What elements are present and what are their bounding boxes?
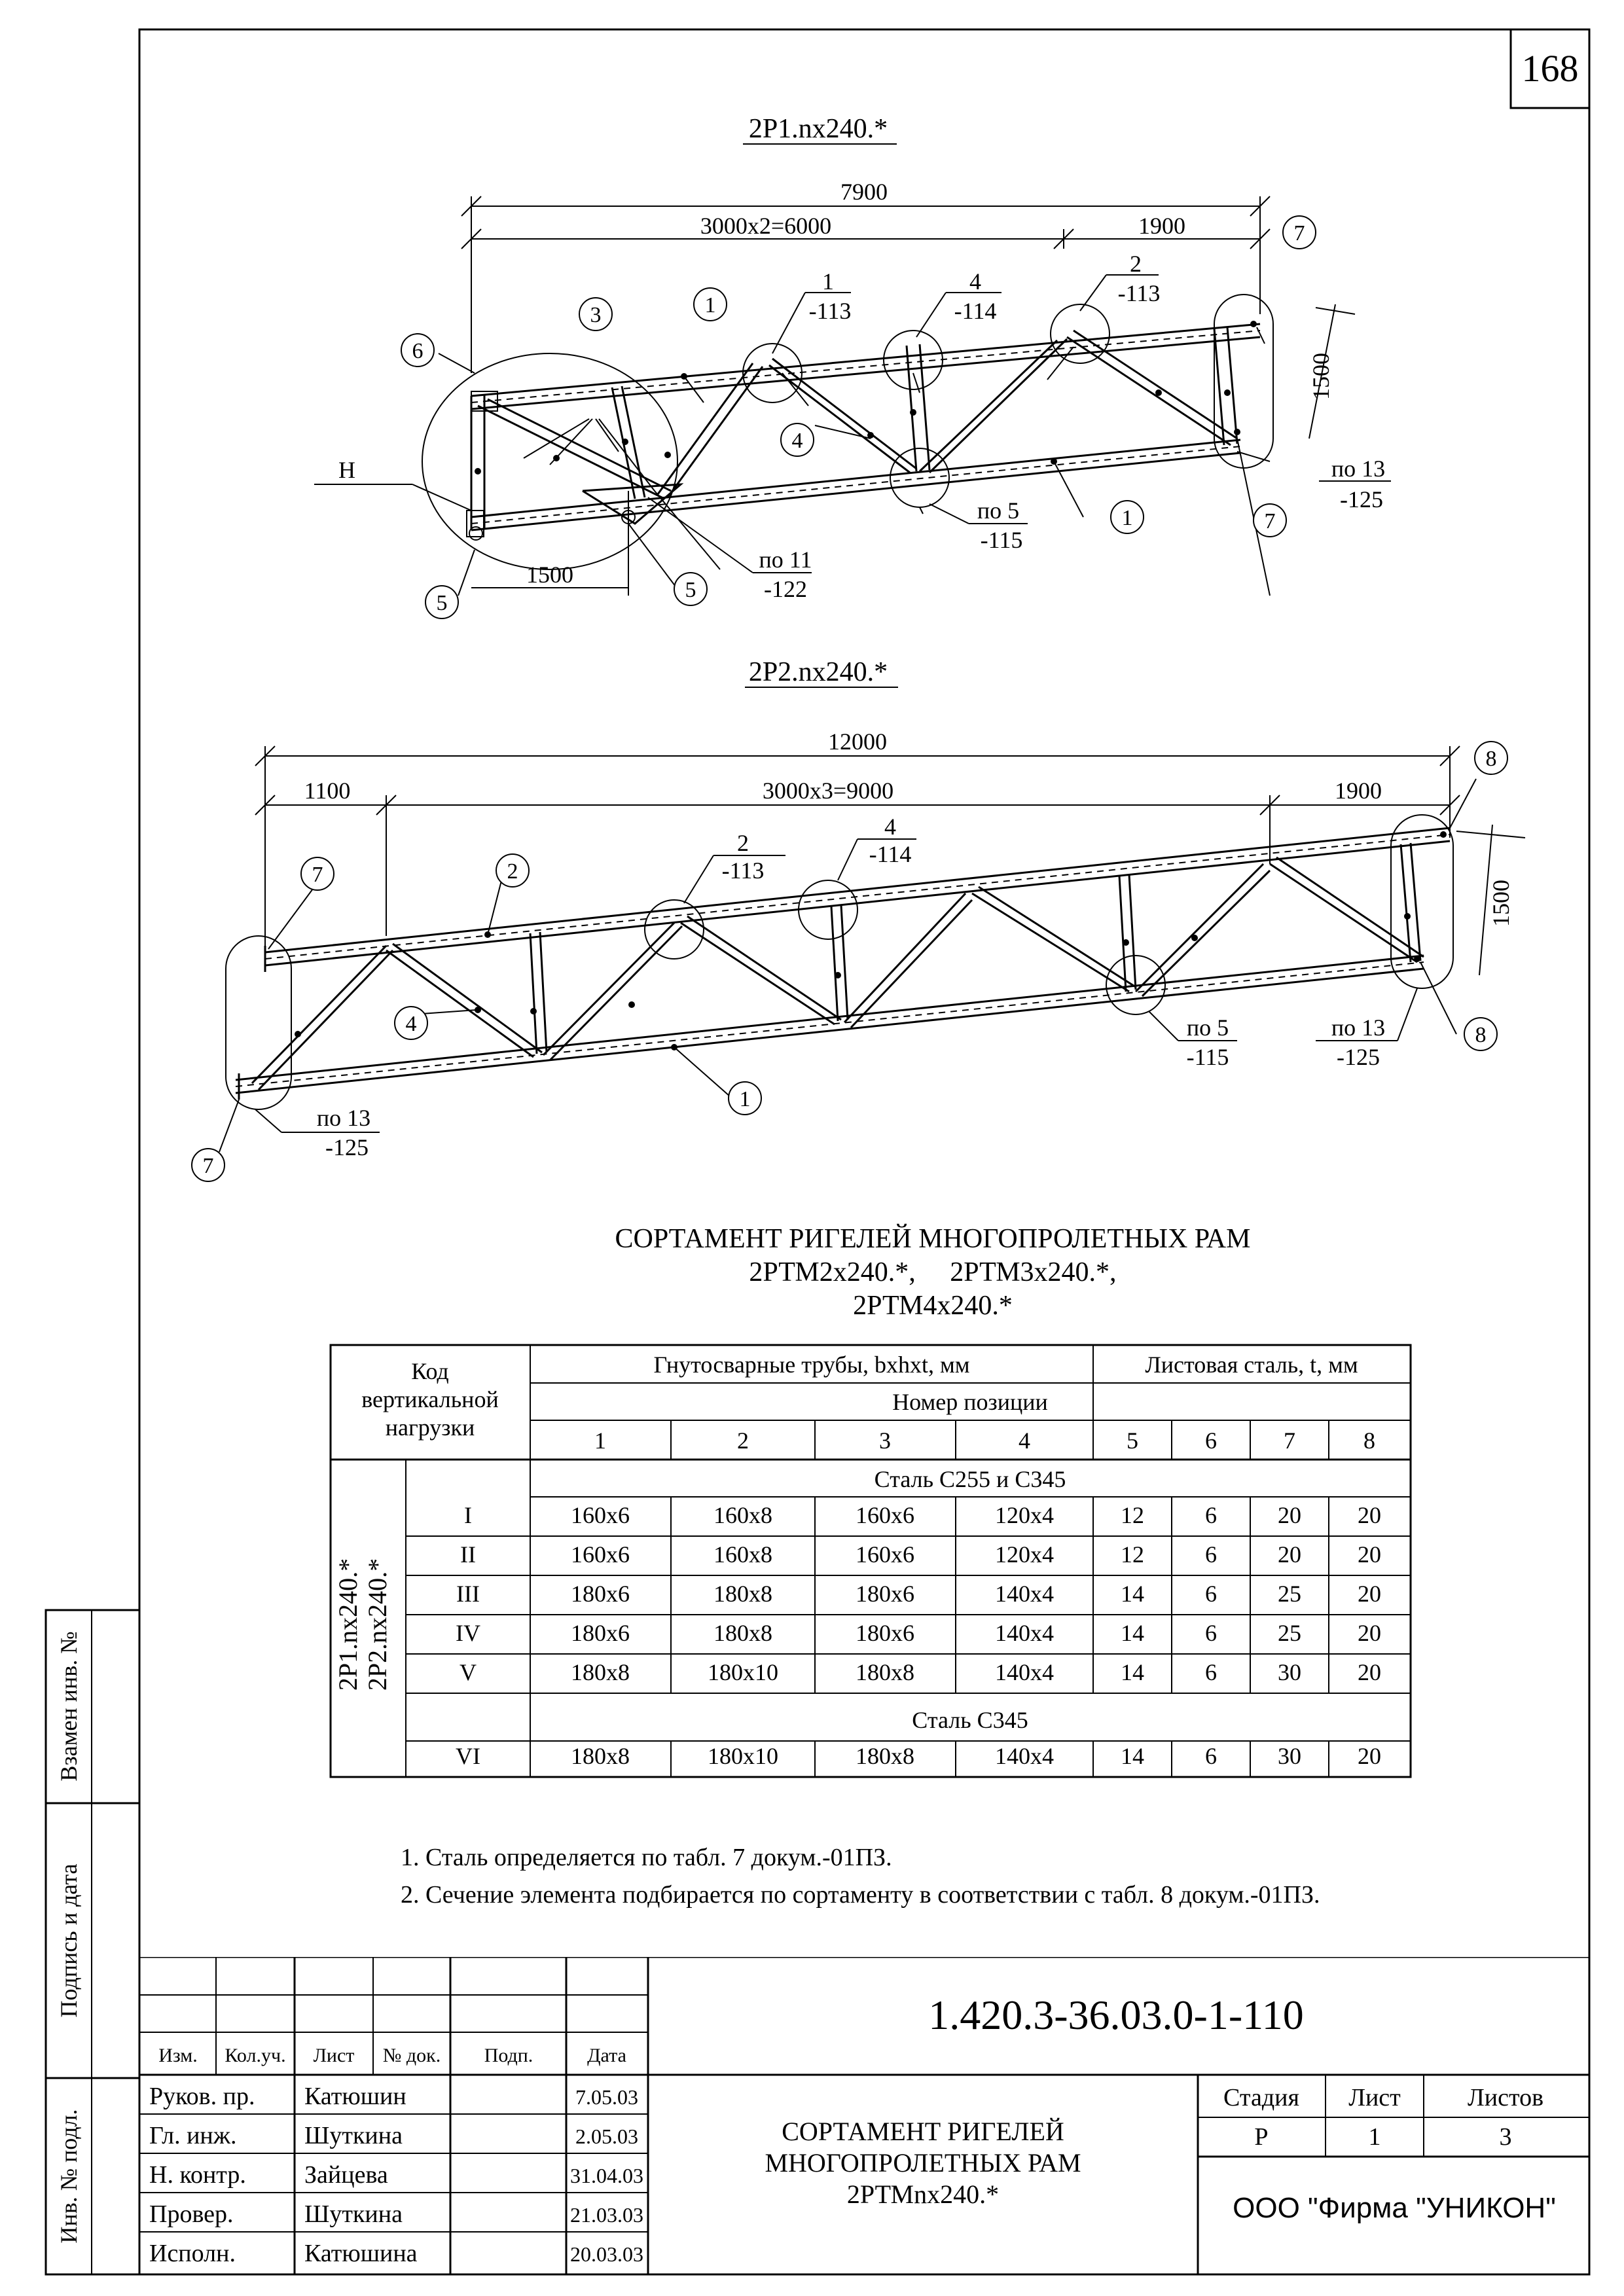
table-cell: 20 bbox=[1358, 1581, 1381, 1607]
pos-circle-6: 6 bbox=[412, 339, 424, 363]
code-header-2: вертикальной bbox=[361, 1386, 499, 1412]
callout-d2-3-detail: -115 bbox=[1186, 1044, 1229, 1070]
table-cell: 140х4 bbox=[995, 1581, 1054, 1607]
callout-5-detail: -115 bbox=[980, 527, 1023, 553]
tb-role: Руков. пр. bbox=[149, 2083, 255, 2110]
row-code: I bbox=[464, 1502, 472, 1528]
callout-6-detail: -122 bbox=[764, 576, 807, 602]
callout-d2-1-num: 2 bbox=[737, 830, 749, 856]
table-cell: 20 bbox=[1358, 1502, 1381, 1528]
table-cell: 12 bbox=[1121, 1502, 1144, 1528]
row-code: VI bbox=[456, 1743, 480, 1769]
row-code: IV bbox=[456, 1620, 480, 1646]
table-cell: 6 bbox=[1205, 1659, 1217, 1685]
pos-circle-1-top: 1 bbox=[704, 293, 716, 317]
drawing1-title: 2Р1.nх240.* bbox=[748, 114, 888, 144]
dim-bottom-1: 1500 bbox=[526, 562, 573, 588]
table-cell: 20 bbox=[1358, 1541, 1381, 1568]
sheets-label: Листов bbox=[1467, 2084, 1544, 2111]
table-cell: 140х4 bbox=[995, 1743, 1054, 1769]
callout-4-detail: -125 bbox=[1340, 486, 1383, 512]
tb-date: 7.05.03 bbox=[575, 2085, 638, 2109]
table-cell: 180х6 bbox=[856, 1620, 914, 1646]
table-cell: 14 bbox=[1121, 1620, 1144, 1646]
table-cell: 6 bbox=[1205, 1502, 1217, 1528]
tb-date: 20.03.03 bbox=[570, 2242, 643, 2266]
callout-3-num: 2 bbox=[1130, 251, 1142, 277]
table-cell: 6 bbox=[1205, 1541, 1217, 1568]
sheet-label: Лист bbox=[1348, 2084, 1401, 2111]
dim-total-2: 12000 bbox=[828, 728, 887, 755]
truss-drawing-2 bbox=[0, 648, 1624, 1198]
table-cell: 14 bbox=[1121, 1581, 1144, 1607]
callout-d2-2-num: 4 bbox=[884, 814, 896, 840]
pos-d2-1: 1 bbox=[739, 1087, 751, 1111]
table-cell: 160х8 bbox=[713, 1502, 772, 1528]
col-5: 5 bbox=[1127, 1427, 1138, 1454]
table-cell: 180х10 bbox=[708, 1743, 778, 1769]
table-cell: 160х8 bbox=[713, 1541, 772, 1568]
callout-d2-4-detail: -125 bbox=[1337, 1044, 1380, 1070]
table-cell: 160х6 bbox=[571, 1502, 630, 1528]
dimension-lines-1 bbox=[461, 196, 1355, 596]
table-cell: 180х8 bbox=[713, 1620, 772, 1646]
callout-1-num: 1 bbox=[822, 268, 834, 295]
notes bbox=[401, 1839, 1320, 1914]
pos-d2-2: 2 bbox=[507, 859, 518, 884]
col-8: 8 bbox=[1363, 1427, 1375, 1454]
dim-end-2: 1900 bbox=[1335, 778, 1382, 804]
tb-head-ndoc: № док. bbox=[382, 2045, 441, 2066]
table-cell: 120х4 bbox=[995, 1541, 1054, 1568]
company-name: ООО "Фирма "УНИКОН" bbox=[1233, 2192, 1556, 2224]
table-cell: 160х6 bbox=[856, 1541, 914, 1568]
tb-head-podp: Подп. bbox=[484, 2045, 533, 2066]
table-cell: 140х4 bbox=[995, 1620, 1054, 1646]
callout-3-detail: -113 bbox=[1117, 280, 1161, 306]
row-code: III bbox=[456, 1581, 480, 1607]
tb-name: Шуткина bbox=[304, 2122, 403, 2149]
title-block bbox=[0, 1957, 1624, 2284]
pos-d2-8-bottom: 8 bbox=[1475, 1023, 1487, 1047]
table-cell: 30 bbox=[1278, 1659, 1301, 1685]
table-cell: 6 bbox=[1205, 1620, 1217, 1646]
code-header-1: Код bbox=[411, 1358, 449, 1384]
pos-d2-7-top: 7 bbox=[312, 863, 323, 887]
table-cell: 180х10 bbox=[708, 1659, 778, 1685]
table-cell: 180х8 bbox=[571, 1743, 630, 1769]
callout-2-detail: -114 bbox=[954, 298, 997, 324]
mark-2p1: 2Р1.nх240.* bbox=[333, 1558, 363, 1691]
tb-name: Катюшина bbox=[304, 2240, 418, 2267]
pos-circle-5-mid: 5 bbox=[685, 578, 696, 602]
steel-group-1: Сталь С255 и С345 bbox=[874, 1466, 1066, 1492]
pos-d2-4: 4 bbox=[405, 1012, 417, 1036]
tb-title-2: МНОГОПРОЛЕТНЫХ РАМ bbox=[765, 2148, 1081, 2178]
table-cell: 20 bbox=[1278, 1541, 1301, 1568]
callout-d2-1-detail: -113 bbox=[721, 857, 765, 884]
tb-role: Исполн. bbox=[149, 2240, 236, 2267]
callout-d2-4-num: по 13 bbox=[1331, 1014, 1386, 1041]
table-cell: 120х4 bbox=[995, 1502, 1054, 1528]
callout-2-num: 4 bbox=[969, 268, 981, 295]
table-cell: 25 bbox=[1278, 1581, 1301, 1607]
dim-panels-1: 3000х2=6000 bbox=[700, 213, 832, 239]
callout-4-num: по 13 bbox=[1331, 456, 1386, 482]
tubes-header: Гнутосварные трубы, bхhхt, мм bbox=[653, 1352, 970, 1378]
col-3: 3 bbox=[879, 1427, 891, 1454]
table-cell: 12 bbox=[1121, 1541, 1144, 1568]
table-cell: 20 bbox=[1358, 1620, 1381, 1646]
position-header: Номер позиции bbox=[892, 1389, 1048, 1415]
pos-d2-8-top: 8 bbox=[1485, 747, 1497, 771]
callout-d2-5-detail: -125 bbox=[325, 1134, 369, 1160]
tb-name: Катюшин bbox=[304, 2083, 406, 2110]
callout-d2-5-num: по 13 bbox=[316, 1105, 371, 1131]
dim-total-1: 7900 bbox=[840, 179, 888, 205]
callout-6-num: по 11 bbox=[759, 547, 812, 573]
sheets-value: 3 bbox=[1499, 2123, 1512, 2151]
note-1: 1. Сталь определяется по табл. 7 докум.-01ПЗ. bbox=[401, 1844, 892, 1871]
sortament-table bbox=[0, 1342, 1624, 1787]
table-cell: 14 bbox=[1121, 1743, 1144, 1769]
note-2: 2. Сечение элемента подбирается по сортаменту в соответствии с табл. 8 докум.-01ПЗ. bbox=[401, 1881, 1320, 1909]
stage-label: Стадия bbox=[1223, 2084, 1299, 2111]
table-cell: 6 bbox=[1205, 1743, 1217, 1769]
callout-5-num: по 5 bbox=[977, 497, 1020, 524]
callout-d2-3-num: по 5 bbox=[1186, 1014, 1229, 1041]
table-title: СОРТАМЕНТ РИГЕЛЕЙ МНОГОПРОЛЕТНЫХ РАМ 2РТМ2х240.*, 2РТМ3х240.*, 2РТМ4х240.* bbox=[615, 1224, 1251, 1321]
h-label: Н bbox=[338, 457, 355, 483]
stage-value: Р bbox=[1254, 2123, 1269, 2151]
tb-name: Шуткина bbox=[304, 2200, 403, 2228]
pos-circle-4: 4 bbox=[791, 429, 803, 453]
truss-drawing-1 bbox=[0, 98, 1624, 635]
pos-circle-7-bottom: 7 bbox=[1264, 509, 1276, 533]
dim-height-2: 1500 bbox=[1488, 880, 1514, 927]
truss-1-members bbox=[471, 324, 1260, 530]
tb-head-izm: Изм. bbox=[158, 2045, 198, 2066]
table-cell: 180х6 bbox=[571, 1581, 630, 1607]
tb-date: 31.04.03 bbox=[570, 2164, 643, 2187]
doc-code: 1.420.3-36.03.0-1-110 bbox=[928, 1992, 1304, 2038]
steel-group-2: Сталь С345 bbox=[912, 1707, 1028, 1733]
tb-head-list: Лист bbox=[313, 2045, 355, 2066]
mark-2p2: 2Р2.nх240.* bbox=[363, 1558, 392, 1691]
dim-start-2: 1100 bbox=[304, 778, 351, 804]
code-header-3: нагрузки bbox=[385, 1414, 475, 1441]
callout-1-detail: -113 bbox=[808, 298, 852, 324]
tb-role: Н. контр. bbox=[149, 2161, 246, 2189]
table-cell: 6 bbox=[1205, 1581, 1217, 1607]
table-cell: 160х6 bbox=[856, 1502, 914, 1528]
pos-circle-1-bottom: 1 bbox=[1121, 506, 1133, 530]
pos-circle-5-left: 5 bbox=[436, 591, 448, 615]
col-6: 6 bbox=[1205, 1427, 1217, 1454]
tb-role: Провер. bbox=[149, 2200, 234, 2228]
tb-head-koluch: Кол.уч. bbox=[225, 2045, 286, 2066]
table-cell: 180х6 bbox=[856, 1581, 914, 1607]
table-cell: 180х6 bbox=[571, 1620, 630, 1646]
col-4: 4 bbox=[1019, 1427, 1030, 1454]
table-cell: 30 bbox=[1278, 1743, 1301, 1769]
tb-title-1: СОРТАМЕНТ РИГЕЛЕЙ bbox=[782, 2117, 1064, 2146]
row-code: II bbox=[460, 1541, 476, 1568]
pos-circle-7-top: 7 bbox=[1293, 221, 1305, 245]
table-cell: 20 bbox=[1358, 1743, 1381, 1769]
tb-head-date: Дата bbox=[587, 2045, 626, 2066]
sheet-number: 168 bbox=[1521, 47, 1579, 90]
drawing2-title: 2Р2.nх240.* bbox=[748, 657, 888, 687]
callout-d2-2-detail: -114 bbox=[869, 841, 912, 867]
table-cell: 160х6 bbox=[571, 1541, 630, 1568]
pos-d2-7-bottom: 7 bbox=[202, 1154, 214, 1178]
table-cell: 180х8 bbox=[856, 1659, 914, 1685]
col-2: 2 bbox=[737, 1427, 749, 1454]
pos-circle-3: 3 bbox=[590, 303, 602, 327]
tb-role: Гл. инж. bbox=[149, 2122, 237, 2149]
sheet-value: 1 bbox=[1368, 2123, 1381, 2151]
col-1: 1 bbox=[594, 1427, 606, 1454]
tb-date: 2.05.03 bbox=[575, 2125, 638, 2148]
table-cell: 180х8 bbox=[571, 1659, 630, 1685]
row-code: V bbox=[460, 1659, 477, 1685]
table-cell: 20 bbox=[1358, 1659, 1381, 1685]
table-cell: 180х8 bbox=[856, 1743, 914, 1769]
table-cell: 25 bbox=[1278, 1620, 1301, 1646]
table-cell: 140х4 bbox=[995, 1659, 1054, 1685]
dim-height-1: 1500 bbox=[1308, 353, 1334, 400]
tb-title-3: 2РТМnх240.* bbox=[846, 2179, 1000, 2209]
dim-end-1: 1900 bbox=[1138, 213, 1185, 239]
dim-panels-2: 3000х3=9000 bbox=[762, 778, 894, 804]
col-7: 7 bbox=[1284, 1427, 1295, 1454]
sheet-steel-header: Листовая сталь, t, мм bbox=[1145, 1352, 1358, 1378]
tb-date: 21.03.03 bbox=[570, 2203, 643, 2227]
table-cell: 20 bbox=[1278, 1502, 1301, 1528]
table-cell: 14 bbox=[1121, 1659, 1144, 1685]
tb-name: Зайцева bbox=[304, 2161, 388, 2189]
table-cell: 180х8 bbox=[713, 1581, 772, 1607]
